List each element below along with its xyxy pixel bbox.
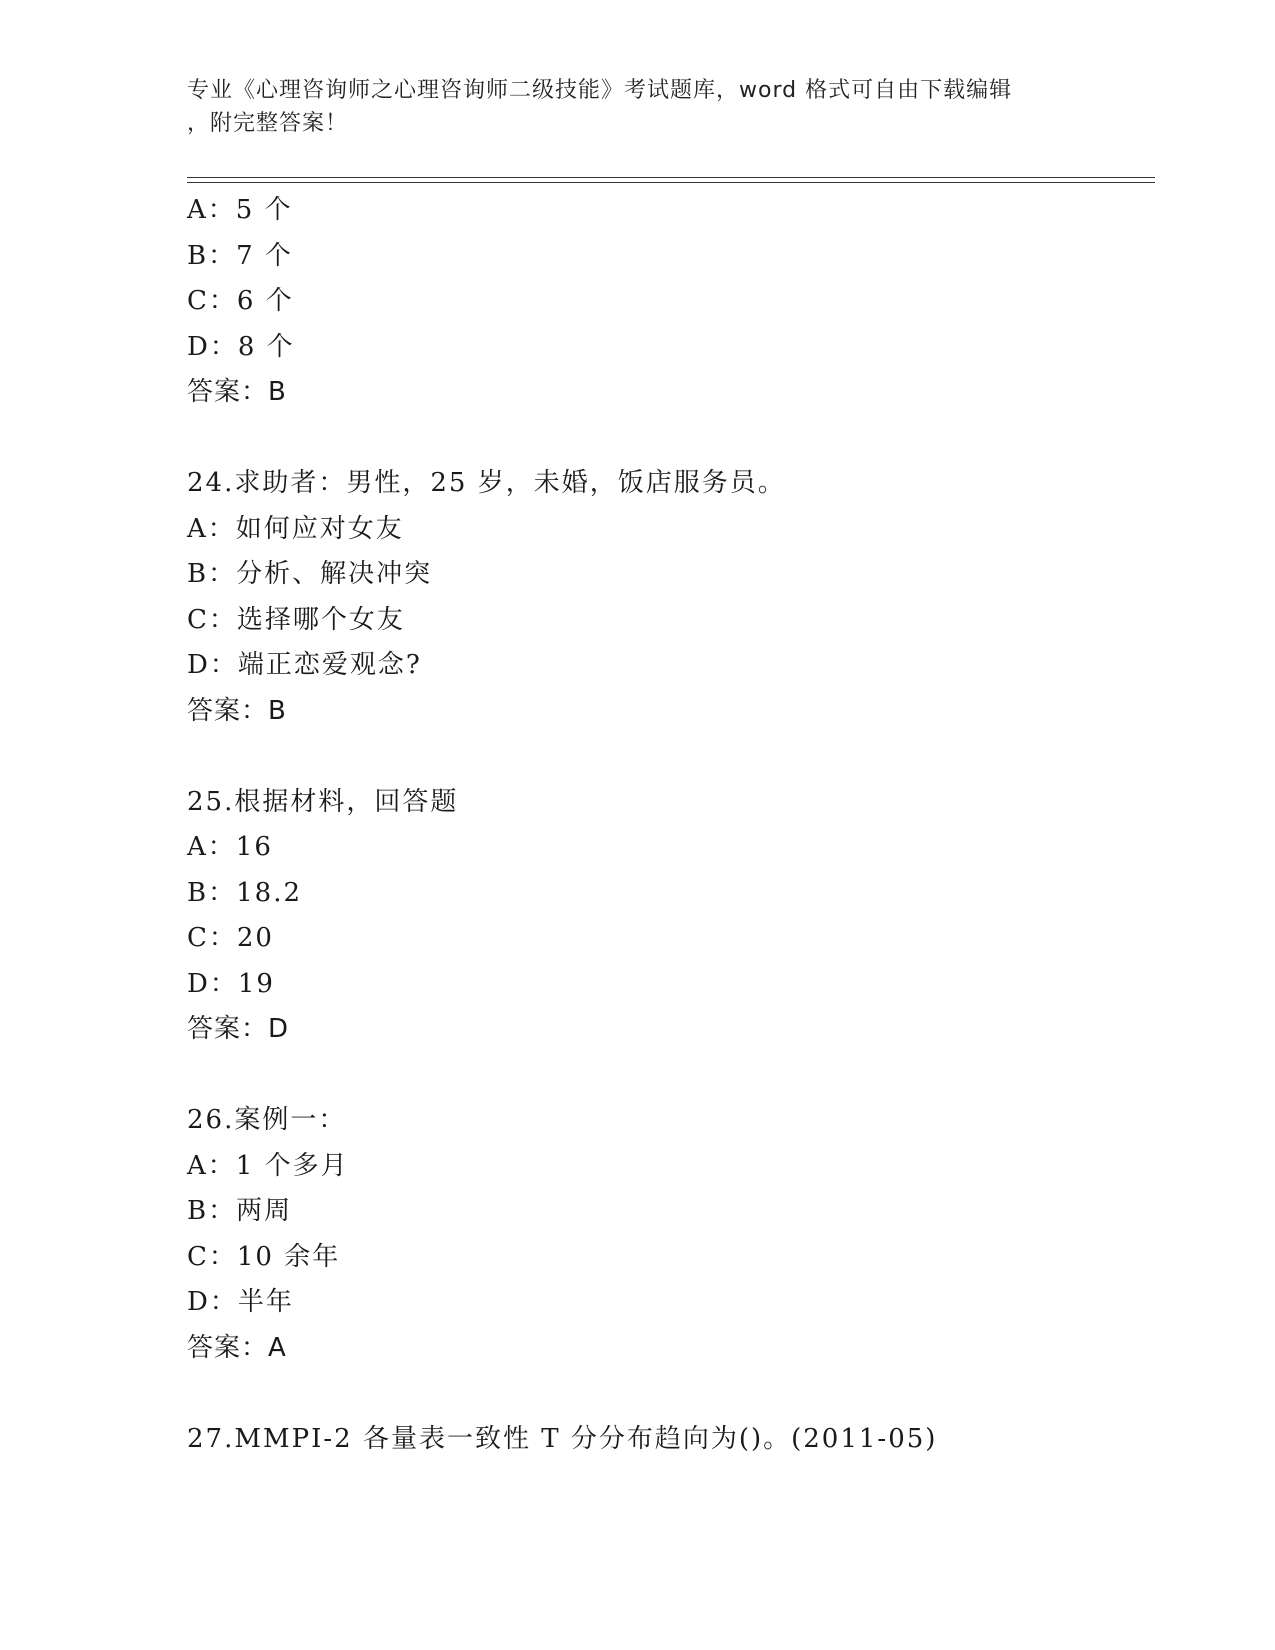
question-24 <box>187 461 1147 734</box>
option-b: B：分析、解决冲突 <box>187 559 433 589</box>
question-stem: 24.求助者：男性，25 岁，未婚，饭店服务员。 <box>187 468 786 498</box>
answer-line: 答案：B <box>187 377 287 407</box>
document-header <box>187 74 1087 140</box>
header-title-line2: ，附完整答案！ <box>187 111 349 136</box>
option-b: B：两周 <box>187 1196 293 1226</box>
answer-line: 答案：D <box>187 1014 290 1044</box>
header-rule-top <box>187 177 1155 178</box>
question-stem: 25.根据材料，回答题 <box>187 786 459 817</box>
option-d: D：半年 <box>187 1287 294 1317</box>
answer-line: 答案：A <box>187 1332 287 1363</box>
option-d: D：端正恋爱观念? <box>187 650 422 680</box>
question-stem: 26.案例一： <box>187 1105 347 1135</box>
question-block-prev <box>187 188 1147 416</box>
question-25 <box>187 780 1147 1053</box>
header-rule-bottom <box>187 182 1155 183</box>
option-c: C：20 <box>187 923 274 953</box>
option-b: B：7 个 <box>187 240 293 271</box>
option-d: D：19 <box>187 968 275 999</box>
option-b: B：18.2 <box>187 877 302 908</box>
option-d: D：8 个 <box>187 331 295 362</box>
option-a: A：5 个 <box>187 195 293 225</box>
option-c: C：6 个 <box>187 286 294 316</box>
question-stem: 27.MMPI-2 各量表一致性 T 分分布趋向为()。(2011-05) <box>187 1423 938 1454</box>
header-title-line1: 专业《心理咨询师之心理咨询师二级技能》考试题库，word 格式可自由下载编辑 <box>187 78 1013 103</box>
option-c: C：10 余年 <box>187 1241 341 1272</box>
answer-line: 答案：B <box>187 695 287 726</box>
option-a: A：1 个多月 <box>187 1150 349 1181</box>
option-a: A：16 <box>187 832 273 862</box>
question-26 <box>187 1098 1147 1371</box>
question-list <box>187 188 1147 1462</box>
option-c: C：选择哪个女友 <box>187 604 405 635</box>
question-27 <box>187 1417 1147 1463</box>
option-a: A：如何应对女友 <box>187 513 404 544</box>
